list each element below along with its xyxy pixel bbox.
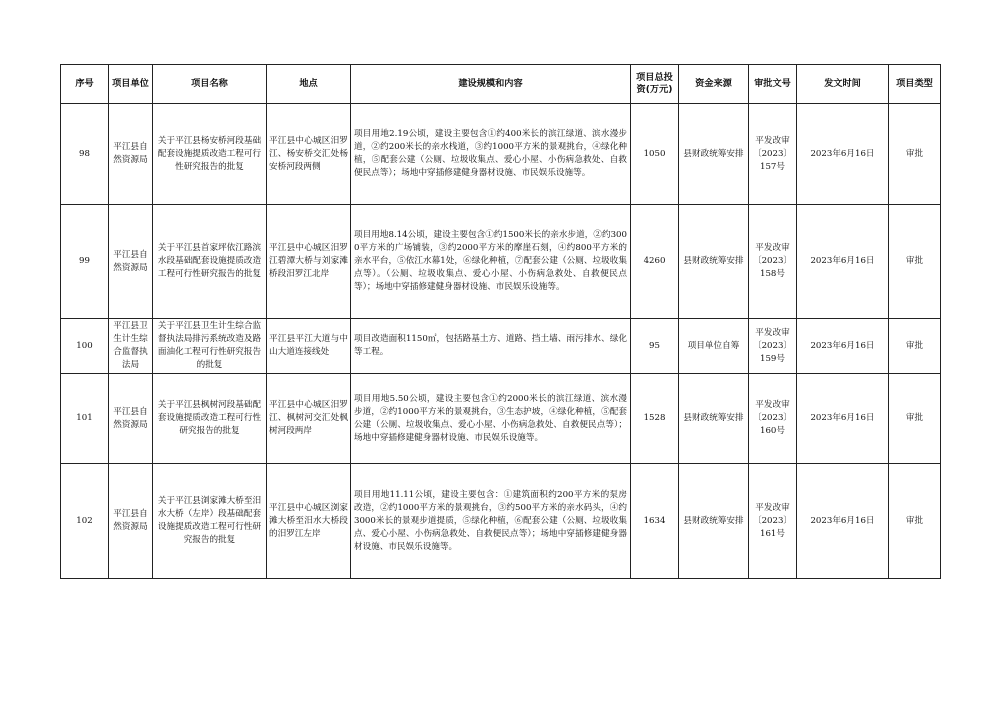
cell-unit: 平江县自然资源局 [109, 464, 153, 579]
cell-date: 2023年6月16日 [797, 464, 889, 579]
cell-content: 项目改造面积1150㎡，包括路基土方、道路、挡土墙、雨污排水、绿化等工程。 [351, 319, 631, 374]
cell-content: 项目用地2.19公顷，建设主要包含①约400米长的滨江绿道、滨水漫步道，②约200米长的亲水栈道，③约1000平方米的景观挑台，④绿化种植，⑤配套公建（公厕、垃圾收集点、爱心小屋、小伤病急救处、自救便民点等）；场地中穿插修建健身器材设施、市民娱乐设施等。 [351, 104, 631, 205]
cell-unit: 平江县自然资源局 [109, 104, 153, 205]
cell-type: 审批 [889, 104, 941, 205]
cell-invest: 95 [631, 319, 679, 374]
header-seq: 序号 [61, 65, 109, 104]
cell-approval: 平发改审〔2023〕157号 [749, 104, 797, 205]
cell-fund: 县财政统筹安排 [679, 464, 749, 579]
cell-place: 平江县平江大道与中山大道连接线处 [267, 319, 351, 374]
header-unit: 项目单位 [109, 65, 153, 104]
cell-place: 平江县中心城区汨罗江、杨安桥交汇处杨安桥河段两侧 [267, 104, 351, 205]
cell-fund: 项目单位自筹 [679, 319, 749, 374]
table-row [61, 104, 941, 205]
header-type: 项目类型 [889, 65, 941, 104]
cell-seq: 98 [61, 104, 109, 205]
cell-type: 审批 [889, 205, 941, 319]
cell-type: 审批 [889, 374, 941, 464]
cell-seq: 100 [61, 319, 109, 374]
cell-invest: 1050 [631, 104, 679, 205]
cell-place: 平江县中心城区浏家滩大桥至汨水大桥段的汨罗江左岸 [267, 464, 351, 579]
header-date: 发文时间 [797, 65, 889, 104]
cell-type: 审批 [889, 319, 941, 374]
cell-unit: 平江县卫生计生综合监督执法局 [109, 319, 153, 374]
cell-invest: 1528 [631, 374, 679, 464]
cell-seq: 101 [61, 374, 109, 464]
table-row [61, 374, 941, 464]
header-approval: 审批文号 [749, 65, 797, 104]
header-content: 建设规模和内容 [351, 65, 631, 104]
cell-content: 项目用地11.11公顷，建设主要包含：①建筑面积约200平方米的泵房改造，②约1000平方米的景观挑台，③约500平方米的亲水码头，④约3000米长的景观步道提质，⑤绿化种植，⑥配套公建（公厕、垃圾收集点、爱心小屋、小伤病急救处、自救便民点等）；场地中穿插修建健身器材设施、市民娱乐设施等。 [351, 464, 631, 579]
cell-name: 关于平江县卫生计生综合监督执法局排污系统改造及路面油化工程可行性研究报告的批复 [153, 319, 267, 374]
cell-place: 平江县中心城区汨罗江、枫树河交汇处枫树河段两岸 [267, 374, 351, 464]
cell-date: 2023年6月16日 [797, 374, 889, 464]
cell-name: 关于平江县浏家滩大桥至汨水大桥（左岸）段基础配套设施提质改造工程可行性研究报告的批复 [153, 464, 267, 579]
cell-invest: 4260 [631, 205, 679, 319]
cell-fund: 县财政统筹安排 [679, 374, 749, 464]
cell-content: 项目用地5.50公顷，建设主要包含①约2000米长的滨江绿道、滨水漫步道，②约1000平方米的景观挑台，③生态护坡，④绿化种植，⑤配套公建（公厕、垃圾收集点、爱心小屋、小伤病急救处、自救便民点等）；场地中穿插修建健身器材设施、市民娱乐设施等。 [351, 374, 631, 464]
table-row [61, 205, 941, 319]
cell-approval: 平发改审〔2023〕160号 [749, 374, 797, 464]
cell-date: 2023年6月16日 [797, 104, 889, 205]
cell-name: 关于平江县枫树河段基础配套设施提质改造工程可行性研究报告的批复 [153, 374, 267, 464]
header-fund: 资金来源 [679, 65, 749, 104]
cell-invest: 1634 [631, 464, 679, 579]
cell-fund: 县财政统筹安排 [679, 205, 749, 319]
cell-unit: 平江县自然资源局 [109, 205, 153, 319]
cell-approval: 平发改审〔2023〕159号 [749, 319, 797, 374]
table-row [61, 319, 941, 374]
cell-name: 关于平江县杨安桥河段基础配套设施提质改造工程可行性研究报告的批复 [153, 104, 267, 205]
cell-seq: 102 [61, 464, 109, 579]
header-row [61, 65, 941, 104]
cell-unit: 平江县自然资源局 [109, 374, 153, 464]
cell-date: 2023年6月16日 [797, 205, 889, 319]
cell-approval: 平发改审〔2023〕158号 [749, 205, 797, 319]
header-place: 地点 [267, 65, 351, 104]
table-row [61, 464, 941, 579]
header-name: 项目名称 [153, 65, 267, 104]
cell-fund: 县财政统筹安排 [679, 104, 749, 205]
cell-content: 项目用地8.14公顷，建设主要包含①约1500米长的亲水步道，②约3000平方米的广场铺装，③约2000平方米的摩崖石刻，④约800平方米的亲水平台，⑤依江水幕1处，⑥绿化种植，⑦配套公建（公厕、垃圾收集点等）。（公厕、垃圾收集点、爱心小屋、小伤病急救处、自救便民点等）；场地中穿插修建健身器材设施、市民娱乐设施等。 [351, 205, 631, 319]
cell-name: 关于平江县首家坪依江路滨水段基础配套设施提质改造工程可行性研究报告的批复 [153, 205, 267, 319]
cell-seq: 99 [61, 205, 109, 319]
cell-place: 平江县中心城区汨罗江碧潭大桥与刘家滩桥段汨罗江北岸 [267, 205, 351, 319]
cell-type: 审批 [889, 464, 941, 579]
cell-approval: 平发改审〔2023〕161号 [749, 464, 797, 579]
projects-table [60, 64, 941, 579]
header-invest: 项目总投资(万元) [631, 65, 679, 104]
cell-date: 2023年6月16日 [797, 319, 889, 374]
